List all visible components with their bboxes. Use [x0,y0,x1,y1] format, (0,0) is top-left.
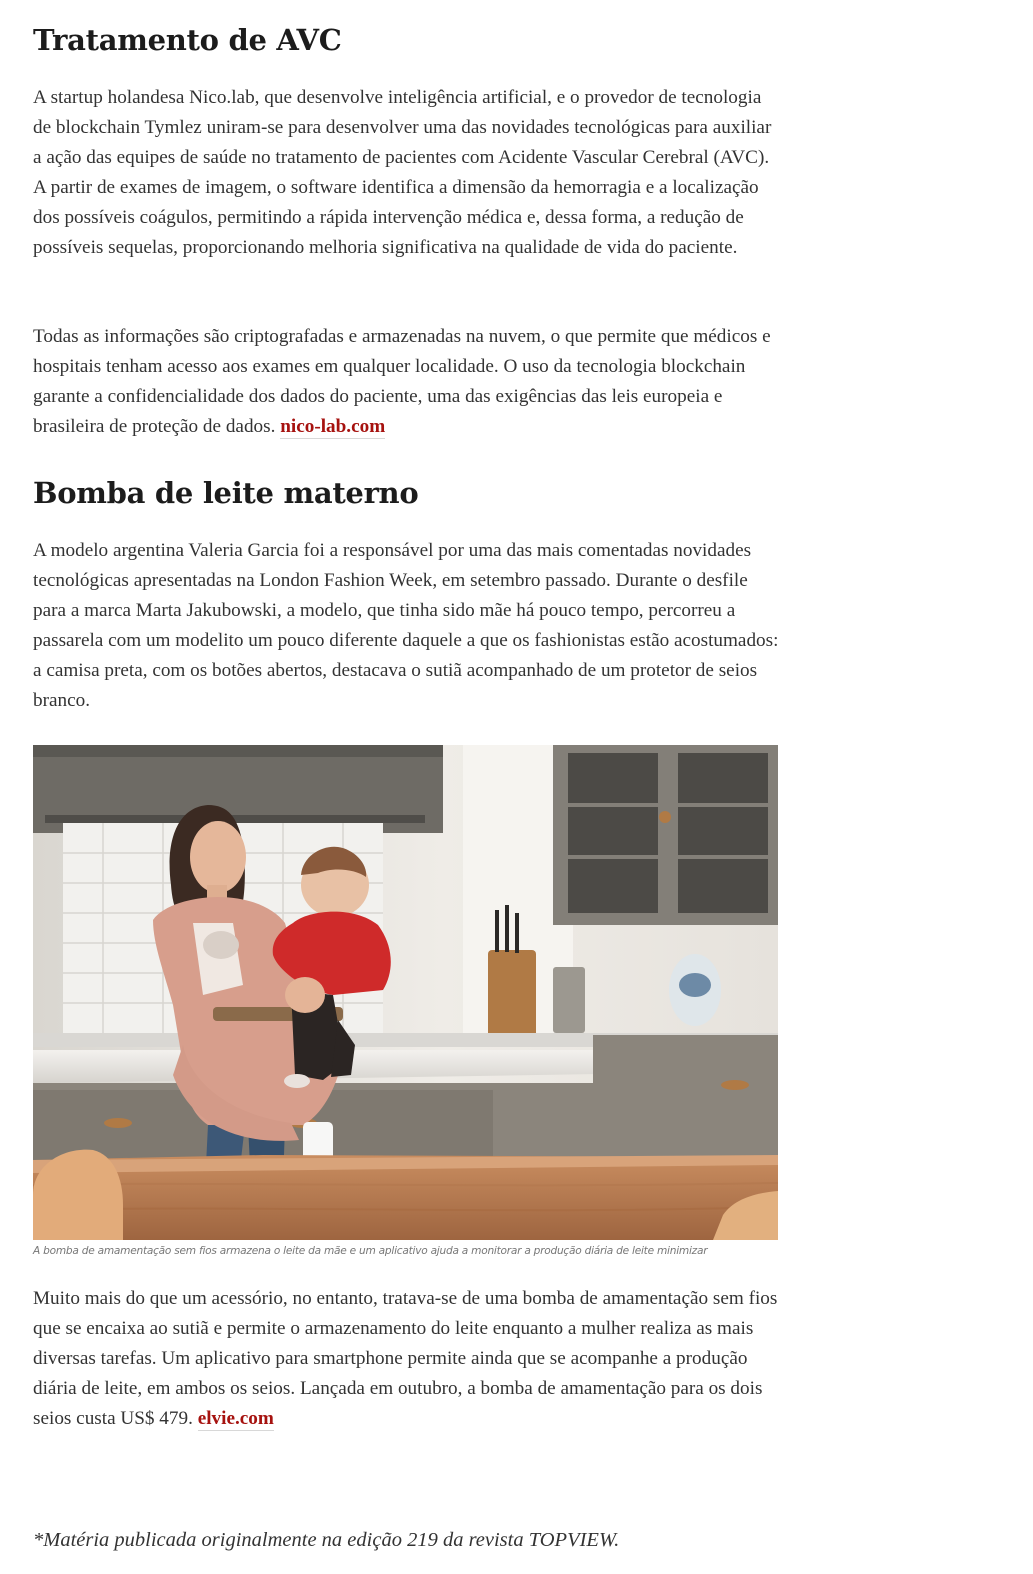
heading-tratamento-avc: Tratamento de AVC [33,23,342,57]
photo-illustration [33,745,778,1240]
paragraph-avc-details [33,322,779,442]
paragraph-bomba-details [33,1284,779,1434]
link-nico-lab[interactable]: nico-lab.com [280,416,386,437]
paragraph-avc-details-text: Todas as informações são criptografadas e armazenadas na nuvem, o que permite que médicos e hospitais tenham acesso aos exames em qualquer localidade. O uso da tecnologia blockchain garante a confidencialidade dos dados do paciente, uma das exigências das leis europeia e brasileira de proteção de dados. [33,326,771,437]
paragraph-avc-intro: A startup holandesa Nico.lab, que desenvolve inteligência artificial, e o provedor de tecnologia de blockchain Tymlez uniram-se para desenvolver uma das novidades tecnológicas para auxiliar a ação das equipes de saúde no tratamento de pacientes com Acidente Vascular Cerebral (AVC). A partir de exames de imagem, o software identifica a dimensão da hemorragia e a localização dos possíveis coágulos, permitindo a rápida intervenção médica e, dessa forma, a redução de possíveis sequelas, proporcionando melhoria significativa na qualidade de vida do paciente. [33,87,772,258]
link-elvie[interactable]: elvie.com [197,1408,274,1429]
paragraph-bomba-intro: A modelo argentina Valeria Garcia foi a responsável por uma das mais comentadas novidades tecnológicas apresentadas na London Fashion Week, em setembro passado. Durante o desfile para a marca Marta Jakubowski, a modelo, que tinha sido mãe há pouco tempo, percorreu a passarela com um modelito um pouco diferente daquele a que os fashionistas estão acostumados: a camisa preta, com os botões abertos, destacava o sutiã acompanhado de um protetor de seios branco. [33,540,779,711]
heading-bomba-leite: Bomba de leite materno [33,476,419,510]
image-caption: A bomba de amamentação sem fios armazena o leite da mãe e um aplicativo ajuda a monitorar a produção diária de leite minimizar [33,1245,708,1257]
footnote-originally-published: *Matéria publicada originalmente na edição 219 da revista TOPVIEW. [33,1529,620,1551]
photo-mother-baby-kitchen [33,745,778,1240]
paragraph-bomba-details-text: Muito mais do que um acessório, no entanto, tratava-se de uma bomba de amamentação sem fios que se encaixa ao sutiã e permite o armazenamento do leite enquanto a mulher realiza as mais diversas tarefas. Um aplicativo para smartphone permite ainda que se acompanhe a produção diária de leite, em ambos os seios. Lançada em outubro, a bomba de amamentação para os dois seios custa US$ 479. [33,1288,778,1429]
